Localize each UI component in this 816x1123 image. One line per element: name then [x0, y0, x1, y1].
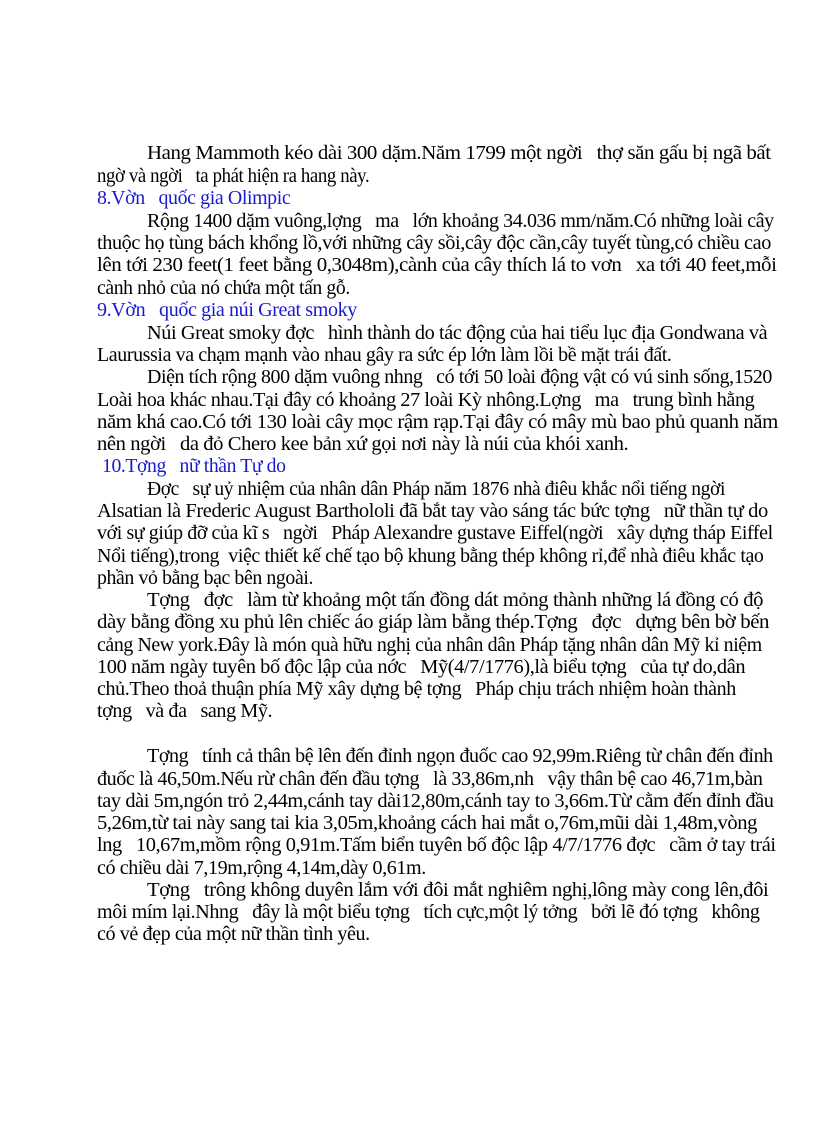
body-line: nên ngời da đỏ Chero kee bản xứ gọi nơi này là núi của khói xanh.	[97, 433, 629, 455]
body-line: Đợc sự uỷ nhiệm của nhân dân Pháp năm 1876 nhà điêu khắc nổi tiếng ngời	[147, 478, 725, 500]
body-line: đuốc là 46,50m.Nếu rừ chân đến đầu tợng là 33,86m,nh vậy thân bệ cao 46,71m,bàn	[97, 768, 763, 790]
body-line: tợng và đa sang Mỹ.	[97, 700, 273, 722]
body-line: năm khá cao.Có tới 130 loài cây mọc rậm rạp.Tại đây có mây mù bao phủ quanh năm	[97, 411, 778, 433]
body-line: Diện tích rộng 800 dặm vuông nhng có tới 50 loài động vật có vú sinh sống,1520	[147, 366, 772, 388]
body-line: Núi Great smoky đợc hình thành do tác động của hai tiểu lục địa Gondwana và	[147, 322, 768, 344]
body-line: Loài hoa khác nhau.Tại đây có khoảng 27 loài Kỳ nhông.Lợng ma trung bình hằng	[97, 389, 755, 411]
body-line: Rộng 1400 dặm vuông,lợng ma lớn khoảng 34.036 mm/năm.Có những loài cây	[147, 210, 774, 232]
body-line: ngờ và ngời ta phát hiện ra hang này.	[97, 165, 370, 187]
body-line: với sự giúp đỡ của kĩ s ngời Pháp Alexandre gustave Eiffel(ngời xây dựng tháp Eiffel	[97, 522, 773, 544]
body-line: cảng New york.Đây là món quà hữu nghị của nhân dân Pháp tặng nhân dân Mỹ kỉ niệm	[97, 634, 762, 656]
body-line: tay dài 5m,ngón trỏ 2,44m,cánh tay dài12,80m,cánh tay to 3,66m.Từ cằm đến đỉnh đầu	[97, 790, 774, 812]
section-heading-statue-of-liberty: 10.Tợng nữ thần Tự do	[102, 455, 286, 477]
body-line: cành nhỏ của nó chứa một tấn gỗ.	[97, 277, 350, 299]
body-line: thuộc họ tùng bách khổng lồ,với những cây sồi,cây độc cần,cây tuyết tùng,có chiều cao	[97, 232, 771, 254]
body-line: Laurussia va chạm mạnh vào nhau gây ra sức ép lớn làm lồi bề mặt trái đất.	[97, 344, 672, 366]
body-line: Nổi tiếng),trong việc thiết kế chế tạo bộ khung bằng thép không rỉ,để nhà điêu khắc tạo	[97, 545, 764, 567]
body-line: môi mím lại.Nhng đây là một biểu tợng tích cực,một lý tởng bởi lẽ đó tợng không	[97, 901, 760, 923]
body-line: lng 10,67m,mồm rộng 0,91m.Tấm biển tuyên bố độc lập 4/7/1776 đợc cầm ở tay trái	[97, 834, 776, 856]
body-line: 100 năm ngày tuyên bố độc lập của nớc Mỹ(4/7/1776),là biểu tợng của tự do,dân	[97, 656, 746, 678]
body-line: Hang Mammoth kéo dài 300 dặm.Năm 1799 một ngời thợ săn gấu bị ngã bất	[147, 142, 771, 164]
body-line: Tợng tính cả thân bệ lên đến đỉnh ngọn đuốc cao 92,99m.Riêng từ chân đến đỉnh	[147, 745, 773, 767]
body-line: có chiều dài 7,19m,rộng 4,14m,dày 0,61m.	[97, 857, 426, 879]
body-line: dày bằng đồng xu phủ lên chiếc áo giáp làm bằng thép.Tợng đợc dựng bên bờ bến	[97, 611, 770, 633]
body-line: phần vỏ bằng bạc bên ngoài.	[97, 567, 314, 589]
body-line: Tợng trông không duyên lắm với đôi mắt nghiêm nghị,lông mày cong lên,đôi	[147, 879, 769, 901]
body-line: 5,26m,từ tai này sang tai kia 3,05m,khoảng cách hai mắt o,76m,mũi dài 1,48m,vòng	[97, 812, 758, 834]
body-line: có vẻ đẹp của một nữ thần tình yêu.	[97, 923, 370, 945]
body-line: Alsatian là Frederic August Barthololi đã bắt tay vào sáng tác bức tợng nữ thần tự do	[97, 500, 768, 522]
section-heading-great-smoky: 9.Vờn quốc gia núi Great smoky	[97, 299, 357, 321]
body-line: lên tới 230 feet(1 feet bằng 0,3048m),cành của cây thích lá to vơn xa tới 40 feet,mỗi	[97, 254, 777, 276]
body-line: Tợng đợc làm từ khoảng một tấn đồng dát mỏng thành những lá đồng có độ	[147, 589, 764, 611]
body-line: chủ.Theo thoả thuận phía Mỹ xây dựng bệ tợng Pháp chịu trách nhiệm hoàn thành	[97, 678, 736, 700]
section-heading-olimpic: 8.Vờn quốc gia Olimpic	[97, 187, 291, 209]
